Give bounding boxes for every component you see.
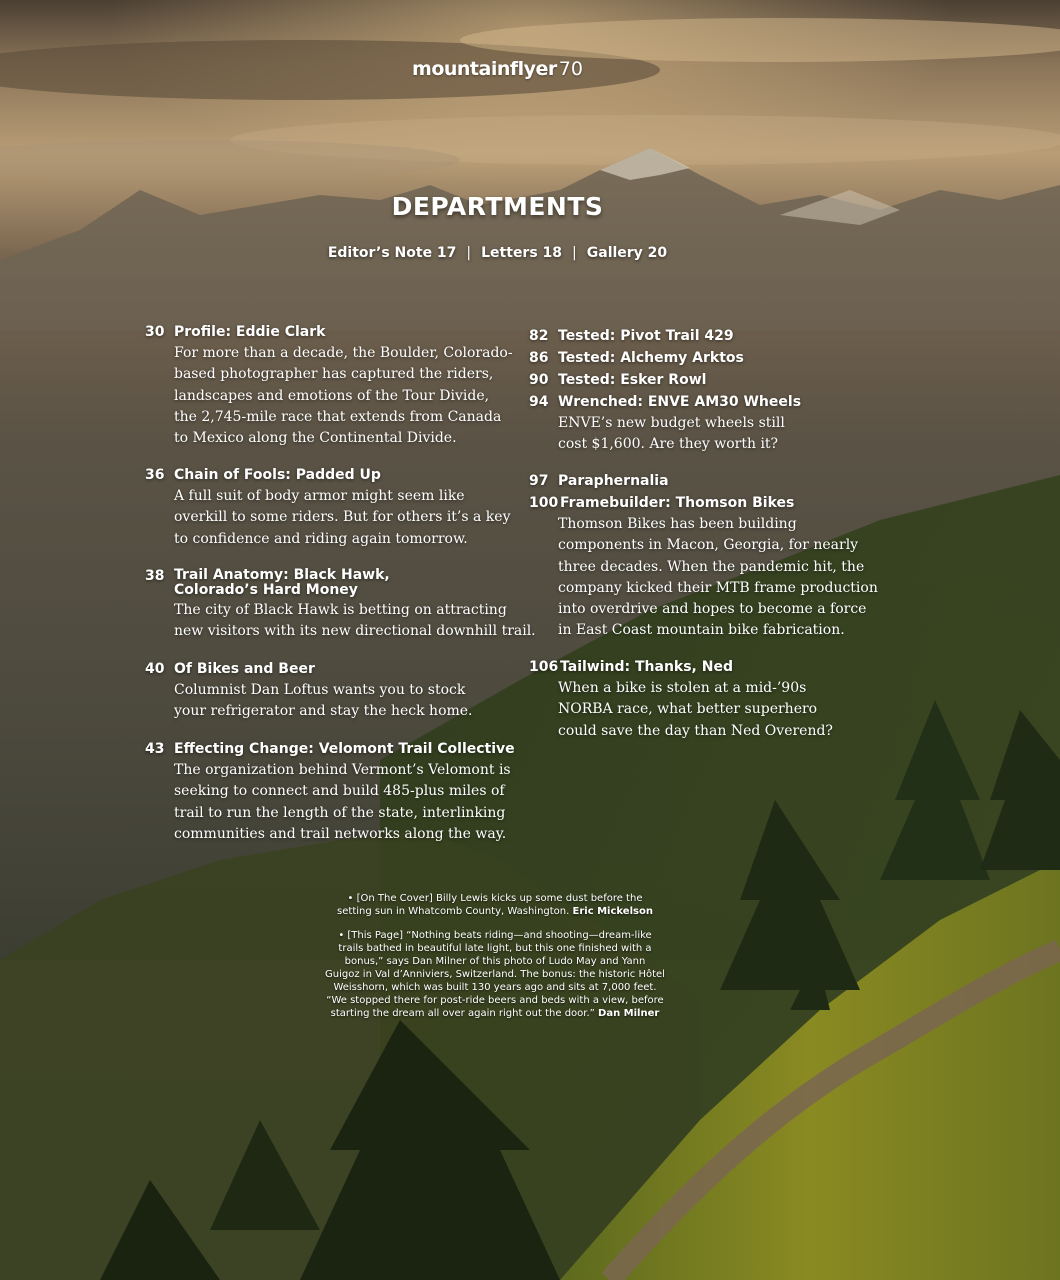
entry-title: Tested: Esker Rowl bbox=[558, 372, 707, 388]
department-link: Editor’s Note 17 bbox=[327, 245, 457, 261]
entry-description bbox=[558, 678, 833, 742]
desc-line: The organization behind Vermont’s Velomont is bbox=[174, 762, 511, 778]
desc-line: three decades. When the pandemic hit, the bbox=[558, 558, 865, 575]
entry-description bbox=[174, 680, 473, 723]
caption-line: setting sun in Whatcomb County, Washington. bbox=[337, 906, 570, 917]
entry-title: Paraphernalia bbox=[558, 473, 669, 489]
entry-title: Effecting Change: Velomont Trail Collective bbox=[174, 741, 515, 757]
department-link: Letters 18 bbox=[481, 245, 563, 261]
entry-description bbox=[174, 760, 515, 845]
toc-entry bbox=[529, 659, 833, 742]
toc-entry bbox=[145, 741, 515, 845]
entry-page: 38 bbox=[145, 568, 165, 584]
title-line: Trail Anatomy: Black Hawk, bbox=[174, 567, 390, 583]
this-page-caption bbox=[325, 929, 665, 1020]
desc-line: company kicked their MTB frame production bbox=[558, 579, 878, 596]
entry-title: Chain of Fools: Padded Up bbox=[174, 467, 381, 483]
desc-line: landscapes and emotions of the Tour Divide, bbox=[174, 387, 490, 404]
toc-entry bbox=[145, 324, 513, 449]
desc-line: to Mexico along the Continental Divide. bbox=[174, 430, 457, 447]
entry-title: Tested: Pivot Trail 429 bbox=[558, 328, 734, 344]
entry-title: Wrenched: ENVE AM30 Wheels bbox=[558, 394, 802, 410]
desc-line: communities and trail networks along the way. bbox=[174, 825, 507, 842]
desc-line: in East Coast mountain bike fabrication. bbox=[558, 622, 845, 639]
entry-description bbox=[558, 413, 801, 456]
desc-line: trail to run the length of the state, interlinking bbox=[174, 804, 506, 821]
desc-line: NORBA race, what better superhero bbox=[558, 701, 818, 718]
entry-page: 30 bbox=[145, 324, 165, 340]
toc-entry bbox=[529, 350, 744, 367]
caption-line: • [On The Cover] Billy Lewis kicks up some dust before the bbox=[347, 893, 643, 904]
entry-description bbox=[558, 514, 878, 642]
masthead-brand: mountainflyer bbox=[412, 58, 557, 80]
entry-description bbox=[174, 486, 511, 550]
departments-bar bbox=[0, 245, 995, 261]
desc-line: could save the day than Ned Overend? bbox=[558, 722, 833, 739]
photo-credit: Dan Milner bbox=[598, 1008, 660, 1019]
caption-line: “We stopped there for post-ride beers and beds with a view, before bbox=[326, 995, 664, 1006]
desc-line: When a bike is stolen at a mid-’90s bbox=[558, 680, 807, 696]
desc-line: the 2,745-mile race that extends from Canada bbox=[174, 408, 502, 425]
entry-title bbox=[174, 568, 390, 598]
toc-entry bbox=[529, 495, 878, 642]
entry-page: 40 bbox=[145, 661, 165, 677]
entry-title: Tested: Alchemy Arktos bbox=[558, 350, 744, 366]
entry-title: Profile: Eddie Clark bbox=[174, 324, 326, 340]
desc-line: Thomson Bikes has been building bbox=[558, 516, 797, 532]
toc-entry bbox=[529, 372, 706, 389]
section-title: DEPARTMENTS bbox=[391, 192, 604, 221]
desc-line: based photographer has captured the riders, bbox=[174, 366, 494, 383]
desc-line: cost $1,600. Are they worth it? bbox=[558, 436, 779, 453]
cover-caption bbox=[325, 892, 665, 918]
separator: | bbox=[466, 245, 472, 261]
desc-line: The city of Black Hawk is betting on attracting bbox=[174, 602, 507, 618]
entry-description bbox=[174, 600, 536, 643]
entry-page: 106 bbox=[529, 659, 559, 675]
desc-line: into overdrive and hopes to become a force bbox=[558, 601, 867, 618]
entry-title: Framebuilder: Thomson Bikes bbox=[560, 495, 795, 511]
toc-entry bbox=[529, 394, 801, 456]
caption-line: Weisshorn, which was built 130 years ago and sits at 7,000 feet. bbox=[333, 982, 657, 993]
desc-line: seeking to connect and build 485-plus miles of bbox=[174, 783, 505, 800]
entry-page: 94 bbox=[529, 394, 549, 410]
page-number: 70 bbox=[558, 58, 583, 80]
separator: | bbox=[572, 245, 577, 261]
toc-entry bbox=[529, 328, 734, 345]
toc-entry bbox=[145, 467, 511, 550]
masthead bbox=[0, 58, 995, 80]
desc-line: Columnist Dan Loftus wants you to stock bbox=[174, 682, 466, 698]
entry-page: 36 bbox=[145, 467, 165, 483]
toc-entry bbox=[145, 661, 473, 723]
desc-line: overkill to some riders. But for others it’s a key bbox=[174, 509, 511, 526]
toc-entry bbox=[145, 568, 536, 643]
caption-line: trails bathed in beautiful late light, but this one finished with a bbox=[338, 943, 652, 954]
photo-credit: Eric Mickelson bbox=[572, 906, 653, 917]
entry-description bbox=[174, 343, 513, 449]
entry-page: 97 bbox=[529, 473, 549, 489]
entry-page: 90 bbox=[529, 372, 549, 388]
desc-line: components in Macon, Georgia, for nearly bbox=[558, 537, 859, 554]
caption-line: starting the dream all over again right out the door.” bbox=[330, 1008, 595, 1019]
title-line: Colorado’s Hard Money bbox=[174, 582, 358, 598]
desc-line: new visitors with its new directional downhill trail. bbox=[174, 623, 536, 640]
entry-page: 86 bbox=[529, 350, 549, 366]
caption-line: Guigoz in Val d’Anniviers, Switzerland. The bonus: the historic Hôtel bbox=[325, 969, 665, 980]
department-link: Gallery 20 bbox=[586, 245, 668, 261]
desc-line: ENVE’s new budget wheels still bbox=[558, 415, 785, 431]
caption-line: bonus,” says Dan Milner of this photo of Ludo May and Yann bbox=[344, 956, 646, 967]
desc-line: your refrigerator and stay the heck home. bbox=[174, 703, 473, 720]
entry-page: 43 bbox=[145, 741, 165, 757]
desc-line: For more than a decade, the Boulder, Colorado- bbox=[174, 345, 513, 361]
entry-title: Of Bikes and Beer bbox=[174, 661, 315, 677]
desc-line: A full suit of body armor might seem like bbox=[174, 488, 465, 504]
caption-line: • [This Page] “Nothing beats riding—and shooting—dream-like bbox=[338, 930, 652, 941]
entry-page: 82 bbox=[529, 328, 549, 344]
entry-title: Tailwind: Thanks, Ned bbox=[560, 659, 733, 675]
entry-page: 100 bbox=[529, 495, 559, 511]
desc-line: to confidence and riding again tomorrow. bbox=[174, 530, 468, 547]
toc-entry bbox=[529, 473, 669, 490]
